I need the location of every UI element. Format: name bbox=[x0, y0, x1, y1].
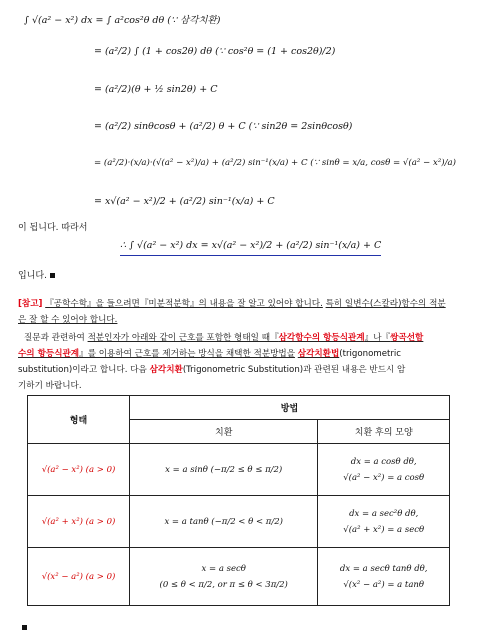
row1-form: √(a² − x²) (a > 0) bbox=[28, 444, 130, 496]
table-row bbox=[28, 444, 450, 496]
row2-form: √(a² + x²) (a > 0) bbox=[28, 496, 130, 548]
derivation-line-1: ∫ √(a² − x²) dx = ∫ a²cos²θ dθ (∵ 삼각치환) bbox=[24, 15, 221, 26]
row2-after bbox=[318, 496, 450, 548]
end-text-label: 입니다. bbox=[18, 271, 47, 281]
final-equation bbox=[120, 240, 381, 256]
note-p2-red1: 삼각함수의 항등식관계 bbox=[278, 333, 365, 343]
note-p2-red5: 삼각치환 bbox=[149, 365, 183, 375]
row3-form: √(x² − a²) (a > 0) bbox=[28, 548, 130, 606]
note-line1-b: 특히 일변수(스칼라)함수의 적분 bbox=[325, 299, 446, 309]
note-line2: 은 잘 할 수 있어야 합니다. bbox=[18, 315, 118, 325]
note-p2-h: 기하기 바랍니다. bbox=[18, 381, 82, 391]
note-p2-c: 』나『 bbox=[364, 333, 391, 343]
header-method: 방법 bbox=[130, 396, 450, 420]
end-text bbox=[18, 268, 55, 281]
header-substitution: 치환 bbox=[130, 420, 318, 444]
row3-after-line1: dx = a secθ tanθ dθ, bbox=[339, 563, 428, 574]
row1-sub: x = a sinθ (−π/2 ≤ θ ≤ π/2) bbox=[130, 444, 318, 496]
row1-after-line1: dx = a cosθ dθ, bbox=[350, 456, 417, 467]
row1-after bbox=[318, 444, 450, 496]
end-square-icon bbox=[22, 617, 27, 636]
note-paragraph-2 bbox=[18, 330, 470, 394]
trig-substitution-table bbox=[27, 395, 450, 606]
derivation-line-4: = (a²/2) sinθcosθ + (a²/2) θ + C (∵ sin2θ = 2sinθcosθ) bbox=[94, 121, 353, 132]
note-p2-f: substitution)이라고 합니다. 다음 bbox=[18, 365, 147, 375]
note-p2-red2: 쌍곡선함 bbox=[390, 333, 424, 343]
row3-sub-line2: (0 ≤ θ < π/2, or π ≤ θ < 3π/2) bbox=[159, 579, 288, 590]
header-after: 치환 후의 모양 bbox=[318, 420, 450, 444]
row2-after-line1: dx = a sec²θ dθ, bbox=[349, 508, 419, 519]
table-row bbox=[28, 496, 450, 548]
row3-sub-line1: x = a secθ bbox=[201, 563, 246, 574]
row3-after bbox=[318, 548, 450, 606]
row3-sub bbox=[130, 548, 318, 606]
derivation-line-2: = (a²/2) ∫ (1 + cos2θ) dθ (∵ cos²θ = (1 + cos2θ)/2) bbox=[94, 46, 336, 57]
then-text: 이 됩니다. 따라서 bbox=[18, 223, 88, 233]
table-row bbox=[28, 548, 450, 606]
row2-sub: x = a tanθ (−π/2 < θ < π/2) bbox=[130, 496, 318, 548]
row3-after-line2: √(x² − a²) = a tanθ bbox=[343, 579, 425, 590]
row1-after-line2: √(a² − x²) = a cosθ bbox=[343, 472, 425, 483]
derivation-line-3: = (a²/2)(θ + ½ sin2θ) + C bbox=[94, 84, 218, 95]
derivation-line-5: = (a²/2)·(x/a)·(√(a² − x²)/a) + (a²/2) sin⁻¹(x/a) + C (∵ sinθ = x/a, cosθ = √(a² − x²)/a) bbox=[94, 158, 457, 168]
note-p2-d: 』를 이용하여 근호를 제거하는 방식을 채택한 적분방법을 bbox=[79, 349, 296, 359]
note-p2-a: 질문과 관련하여 bbox=[24, 333, 85, 343]
end-square-icon bbox=[50, 273, 55, 278]
header-form: 형태 bbox=[28, 396, 130, 444]
derivation-line-6: = x√(a² − x²)/2 + (a²/2) sin⁻¹(x/a) + C bbox=[94, 196, 275, 207]
note-p2-red4: 삼각치환법 bbox=[297, 349, 340, 359]
note-paragraph-1 bbox=[18, 296, 470, 328]
note-tag: [참고] bbox=[18, 299, 43, 309]
note-p2-b: 적분인자가 아래와 같이 근호를 포함한 형태일 때『 bbox=[87, 333, 279, 343]
row2-after-line2: √(a² + x²) = a secθ bbox=[343, 524, 425, 535]
final-equation-text: ∴ ∫ √(a² − x²) dx = x√(a² − x²)/2 + (a²/2) sin⁻¹(x/a) + C bbox=[120, 240, 382, 251]
note-p2-e: (trigonometric bbox=[339, 349, 402, 359]
note-p2-g: (Trigonometric Substitution)과 관련된 내용은 반드시 암 bbox=[182, 365, 406, 375]
note-line1-a: 『공학수학』을 들으려면『미분적분학』의 내용을 잘 알고 있어야 합니다. bbox=[45, 299, 323, 309]
note-p2-red3: 수의 항등식관계 bbox=[18, 349, 80, 359]
